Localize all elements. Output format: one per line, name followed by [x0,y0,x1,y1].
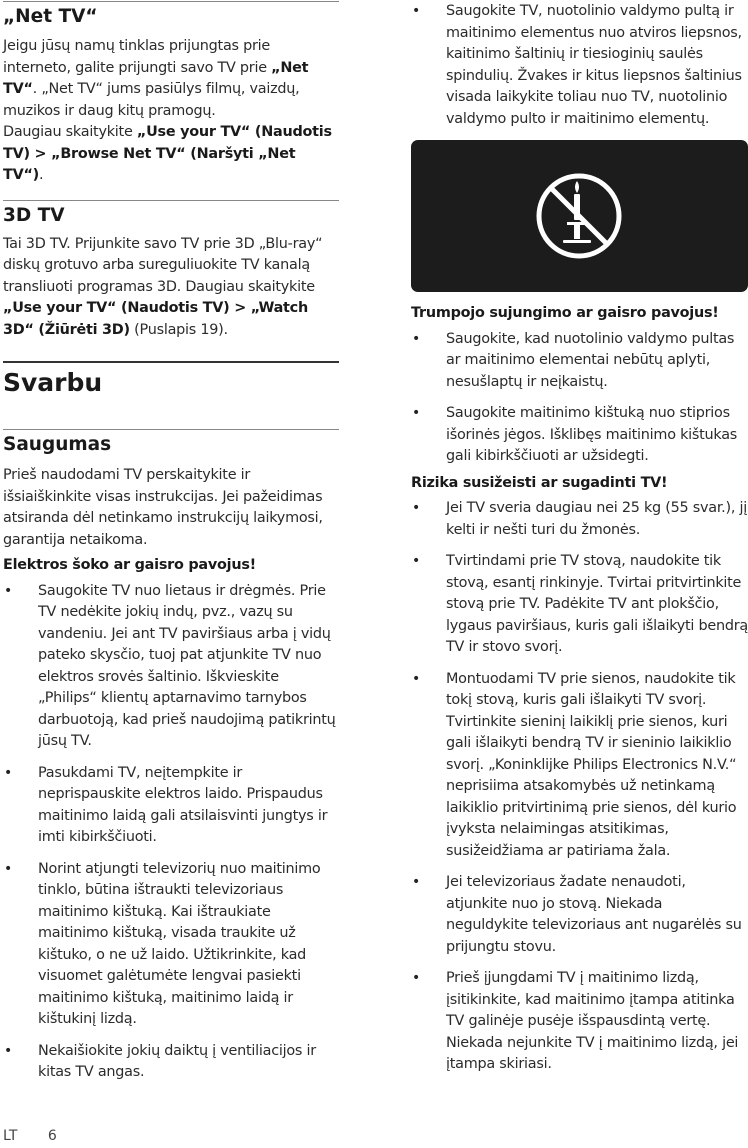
section-divider [3,1,339,2]
list-item: • Saugokite maitinimo kištuką nuo stiprios išorinės jėgos. Išklibęs maitinimo kištukas gali kibirkščiuoti ar užsidegti. [411,403,748,468]
page-number: 6 [47,1128,57,1144]
net-tv-paragraph [3,36,339,122]
electric-shock-list [3,581,339,1084]
list-item: • Nekaišiokite jokių daiktų į ventiliacijos ir kitas TV angas. [3,1041,339,1084]
left-column [3,0,339,1084]
list-item: • Saugokite TV, nuotolinio valdymo pultą ir maitinimo elementus nuo atviros liepsnos, kaitinimo šaltinių ir tiesioginių saulės spindulių. Žvakes ir kitus liepsnos šaltinius visada laikykite toliau nuo TV, nuotolinio valdymo pulto ir maitinimo elementų. [411,1,748,130]
warning-illustration [411,140,748,292]
saugumas-heading: Saugumas [3,434,112,455]
list-item: • Montuodami TV prie sienos, naudokite tik tokį stovą, kuris gali išlaikyti TV svorį. Tvirtinkite sieninį laikiklį prie sienos, kuri gali išlaikyti bendrą TV ir sieninio laikiklio svorį. „Koninklijke Philips Electronics N.V.“ neprisiima atsakomybės už netinkamą laikiklio pritvirtinimą prie sienos, dėl kurio įvyksta nelaimingas atsitikimas, susižeidžiama ar patiriama žala. [411,669,748,863]
chapter-divider [3,361,339,363]
page-reference: (Puslapis 19). [129,321,228,338]
right-column [411,0,748,1076]
bold-text: „Net TV“ [3,59,309,97]
list-item: • Norint atjungti televizorių nuo maitinimo tinklo, būtina ištraukti televizoriaus maitinimo kištuką. Kai ištraukiate maitinimo kištuką, visada traukite už kištuko, o ne už laido. Užtikrinkite, kad visuomet galėtumėte lengvai pasiekti maitinimo kištuką, maitinimo laidą ir kištukinį lizdą. [3,859,339,1031]
text: Daugiau skaitykite [3,124,137,140]
injury-subheading: Rizika susižeisti ar sugadinti TV! [411,474,668,491]
text: . [39,167,44,183]
electric-shock-subheading: Elektros šoko ar gaisro pavojus! [3,557,256,573]
text: Jeigu jūsų namų tinklas prijungtas prie interneto, galite prijungti savo TV prie [3,38,272,76]
net-tv-more-paragraph [3,122,339,187]
menu-path: „Use your TV“ (Naudotis TV) > „Browse Net TV“ (Naršyti „Net TV“) [3,124,332,183]
list-item: • Pasukdami TV, neįtempkite ir neprispauskite elektros laido. Prispaudus maitinimo laidą gali atsilaisvinti jungtys ir imti kibirkščiuoti. [3,763,339,849]
section-divider [3,200,339,201]
saugumas-intro: Prieš naudodami TV perskaitykite ir išsiaiškinkite visas instrukcijas. Jei pažeidimas atsiranda dėl netinkamo instrukcijų laikymosi, garantija netaikoma. [3,467,323,548]
section-divider [3,429,339,430]
page-footer [3,1128,57,1144]
short-circuit-subheading: Trumpojo sujungimo ar gaisro pavojus! [411,305,719,321]
text: Tai 3D TV. Prijunkite savo TV prie 3D „Blu-ray“ diskų grotuvo arba sureguliuokite TV kanalą transliuoti programas 3D. Daugiau skaitykite [3,235,323,295]
3d-tv-paragraph [3,234,339,342]
no-candle-icon [411,140,748,292]
menu-path: „Use your TV“ (Naudotis TV) > „Watch 3D“ (Žiūrėti 3D) [3,300,308,338]
list-item: • Tvirtindami prie TV stovą, naudokite tik stovą, esantį rinkinyje. Tvirtai pritvirtinkite stovą prie TV. Padėkite TV ant plokščio, lygaus paviršiaus, kuris gali išlaikyti bendrą TV ir stovo svorį. [411,551,748,659]
list-item: • Saugokite TV nuo lietaus ir drėgmės. Prie TV nedėkite jokių indų, pvz., vazų su vandeniu. Jei ant TV paviršiaus arba į vidų pateko skysčio, tuoj pat atjunkite TV nuo elektros srovės šaltinio. Iškvieskite „Philips“ klientų aptarnavimo tarnybos darbuotoją, kad prieš naudojimą patikrintų jūsų TV. [3,581,339,753]
list-item: • Prieš įjungdami TV į maitinimo lizdą, įsitikinkite, kad maitinimo įtampa atitinka TV galinėje pusėje išspausdintą vertę. Niekada nejunkite TV į maitinimo lizdą, jei įtampa skiriasi. [411,968,748,1076]
net-tv-heading: „Net TV“ [3,6,98,27]
language-code: LT [3,1128,18,1144]
3d-tv-heading: 3D TV [3,204,65,226]
text: . „Net TV“ jums pasiūlys filmų, vaizdų, muzikos ir daug kitų pramogų. [3,81,300,119]
list-item: • Saugokite, kad nuotolinio valdymo pultas ar maitinimo elementai nebūtų aplyti, nesušlaptų ir neįkaistų. [411,329,748,394]
list-item: • Jei TV sveria daugiau nei 25 kg (55 svar.), jį kelti ir nešti turi du žmonės. [411,498,748,541]
list-item: • Jei televizoriaus žadate nenaudoti, atjunkite nuo jo stovą. Niekada neguldykite televizoriaus ant nugarėlės su prijungtu stovu. [411,872,748,958]
svarbu-heading: Svarbu [3,368,103,397]
short-circuit-list [411,329,748,468]
fire-list [411,1,748,130]
injury-list [411,498,748,1076]
